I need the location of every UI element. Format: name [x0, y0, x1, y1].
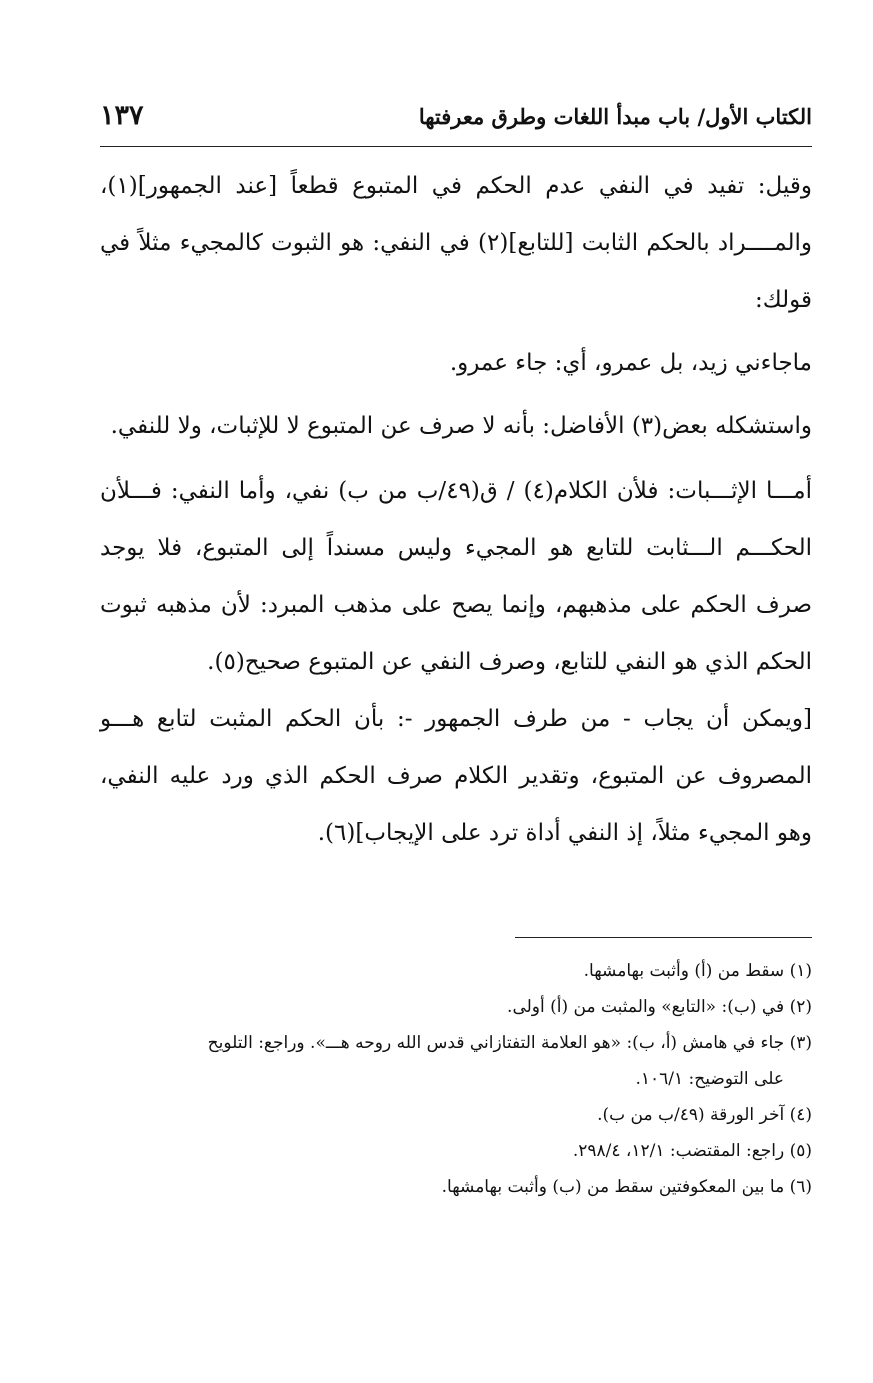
footnotes — [100, 953, 812, 1205]
footnote-1: (١) سقط من (أ) وأثبت بهامشها. — [583, 961, 812, 981]
footnote-3: (٣) جاء في هامش (أ، ب): «هو العلامة التفتازاني قدس الله روحه هـــ». وراجع: التلويح — [207, 1033, 812, 1053]
footnote-4: (٤) آخر الورقة (٤٩/ب من ب). — [597, 1105, 812, 1125]
header-divider — [100, 146, 812, 147]
footnote-divider — [515, 937, 812, 938]
page-number: ١٣٧ — [100, 100, 144, 131]
paragraph-5: [ويمكن أن يجاب - من طرف الجمهور -: بأن الحكم المثبت لتابع هـــو المصروف عن المتبوع، وتقدير الكلام صرف الحكم الذي ورد عليه النفي، وهو المجيء مثلاً، إذ النفي أداة ترد على الإيجاب](٦). — [100, 706, 812, 846]
paragraph-1: وقيل: تفيد في النفي عدم الحكم في المتبوع قطعاً [عند الجمهور](١)، والمــــراد بالحكم الثابت [للتابع](٢) في النفي: هو الثبوت كالمجيء مثلاً في قولك: — [100, 173, 813, 313]
paragraph-3: واستشكله بعض(٣) الأفاضل: بأنه لا صرف عن المتبوع لا للإثبات، ولا للنفي. — [110, 413, 812, 439]
footnote-2: (٢) في (ب): «التابع» والمثبت من (أ) أولى. — [507, 997, 812, 1017]
main-text — [100, 158, 812, 862]
footnote-3-continuation: على التوضيح: ١٠٦/١. — [635, 1069, 784, 1089]
paragraph-2: ماجاءني زيد، بل عمرو، أي: جاء عمرو. — [449, 350, 812, 376]
footnote-5: (٥) راجع: المقتضب: ١٢/١، ٢٩٨/٤. — [572, 1141, 812, 1161]
footnote-6: (٦) ما بين المعكوفتين سقط من (ب) وأثبت بهامشها. — [441, 1177, 812, 1197]
header-title: الكتاب الأول/ باب مبدأ اللغات وطرق معرفتها — [418, 104, 812, 129]
paragraph-4: أمـــا الإثـــبات: فلأن الكلام(٤) / ق(٤٩/ب من ب) نفي، وأما النفي: فـــلأن الحكـــم الـــثابت للتابع هو المجيء وليس مسنداً إلى المتبوع، فلا يوجد صرف الحكم على مذهبهم، وإنما يصح على مذهب المبرد: لأن مذهبه ثبوت الحكم الذي هو النفي للتابع، وصرف النفي عن المتبوع صحيح(٥). — [100, 478, 812, 675]
running-header — [100, 98, 812, 144]
